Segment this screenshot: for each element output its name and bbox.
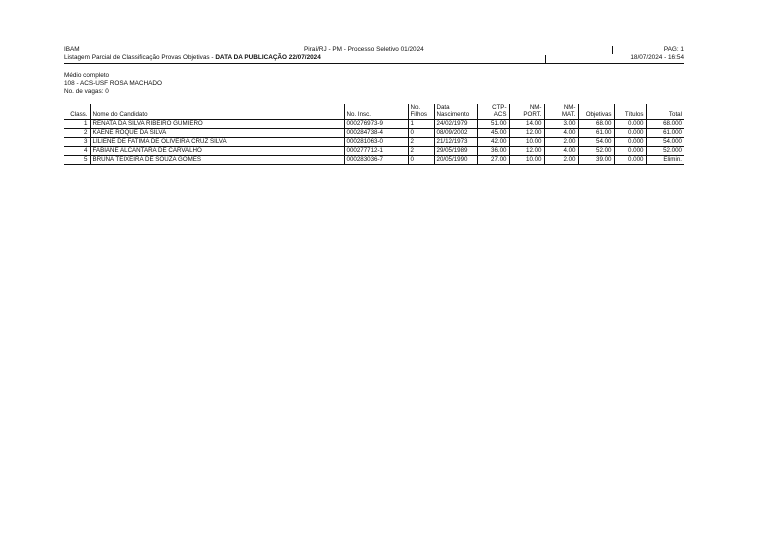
cell-titulos: 0.000 [614,147,646,156]
table-row [64,129,684,138]
table-header-row [64,104,684,120]
cell-class: 1 [64,120,90,129]
cell-insc: 000284738-4 [344,129,408,138]
cell-total: 68.000 [646,120,684,129]
col-objetivas: Objetivas [578,104,614,120]
cell-filhos: 1 [408,120,434,129]
header-divider [545,55,546,63]
table-row [64,147,684,156]
cell-objetivas: 52.00 [578,147,614,156]
col-insc: No. Insc. [344,104,408,120]
cell-name: FABIANE ALCANTARA DE CARVALHO [90,147,344,156]
cell-titulos: 0.000 [614,156,646,165]
col-ctp-acs: CTP- ACS [477,104,509,120]
cell-nascimento: 24/02/1979 [434,120,477,129]
cell-filhos: 2 [408,138,434,147]
cell-mat: 3.00 [544,120,578,129]
col-nm-mat: NM- MAT. [544,104,578,120]
cell-titulos: 0.000 [614,138,646,147]
cell-port: 12.00 [509,147,544,156]
report-datetime: 18/07/2024 - 16:54 [630,54,684,61]
report-title: Piraí/RJ - PM - Processo Seletivo 01/2024 [304,46,424,53]
cell-objetivas: 68.00 [578,120,614,129]
cell-name: KAENE ROQUE DA SILVA [90,129,344,138]
publication-date: DATA DA PUBLICAÇÃO 22/07/2024 [215,54,321,61]
cell-objetivas: 54.00 [578,138,614,147]
cell-name: RENATA DA SILVA RIBEIRO GUMIERO [90,120,344,129]
table-row [64,120,684,129]
cell-ctp: 42.00 [477,138,509,147]
col-name: Nome do Candidato [90,104,344,120]
cell-port: 12.00 [509,129,544,138]
cell-class: 2 [64,129,90,138]
col-total: Total [646,104,684,120]
org-name: IBAM [64,46,80,53]
cell-titulos: 0.000 [614,120,646,129]
report-subtitle [64,54,321,62]
cell-ctp: 27.00 [477,156,509,165]
cell-port: 10.00 [509,138,544,147]
col-nascimento: Data Nascimento [434,104,477,120]
cell-ctp: 36.00 [477,147,509,156]
header-rule [64,63,684,64]
cell-total: Elimin. [646,156,684,165]
col-nm-port: NM- PORT. [509,104,544,120]
position-name: 108 - ACS-USF ROSA MACHADO [64,80,163,87]
subtitle-prefix: Listagem Parcial de Classificação Provas Objetivas - [64,54,216,61]
cell-titulos: 0.000 [614,129,646,138]
cell-mat: 4.00 [544,147,578,156]
cell-objetivas: 39.00 [578,156,614,165]
cell-nascimento: 20/05/1990 [434,156,477,165]
cell-nascimento: 29/05/1989 [434,147,477,156]
cell-mat: 2.00 [544,156,578,165]
table-row [64,156,684,165]
cell-filhos: 0 [408,156,434,165]
cell-port: 10.00 [509,156,544,165]
cell-ctp: 51.00 [477,120,509,129]
cell-filhos: 2 [408,147,434,156]
cell-class: 4 [64,147,90,156]
cell-filhos: 0 [408,129,434,138]
col-class: Class. [70,111,88,118]
cell-insc: 000283036-7 [344,156,408,165]
vacancies-count: No. de vagas: 0 [64,88,109,95]
education-level: Médio completo [64,72,110,79]
cell-total: 61.000 [646,129,684,138]
cell-mat: 2.00 [544,138,578,147]
header-divider [612,46,613,54]
cell-insc: 000277712-1 [344,147,408,156]
page-number: PAG: 1 [663,46,684,53]
classification-table [64,104,684,165]
cell-name: BRUNA TEIXEIRA DE SOUZA GOMES [90,156,344,165]
cell-name: LILIENE DE FATIMA DE OLIVEIRA CRUZ SILVA [90,138,344,147]
cell-mat: 4.00 [544,129,578,138]
cell-objetivas: 61.00 [578,129,614,138]
cell-total: 54.000 [646,138,684,147]
col-filhos: No. Filhos [408,104,434,120]
cell-class: 5 [64,156,90,165]
cell-class: 3 [64,138,90,147]
cell-total: 52.000 [646,147,684,156]
cell-ctp: 45.00 [477,129,509,138]
table-row [64,138,684,147]
cell-insc: 000276973-9 [344,120,408,129]
cell-nascimento: 08/09/2002 [434,129,477,138]
cell-insc: 000281063-0 [344,138,408,147]
cell-port: 14.00 [509,120,544,129]
col-titulos: Títulos [614,104,646,120]
cell-nascimento: 21/12/1973 [434,138,477,147]
